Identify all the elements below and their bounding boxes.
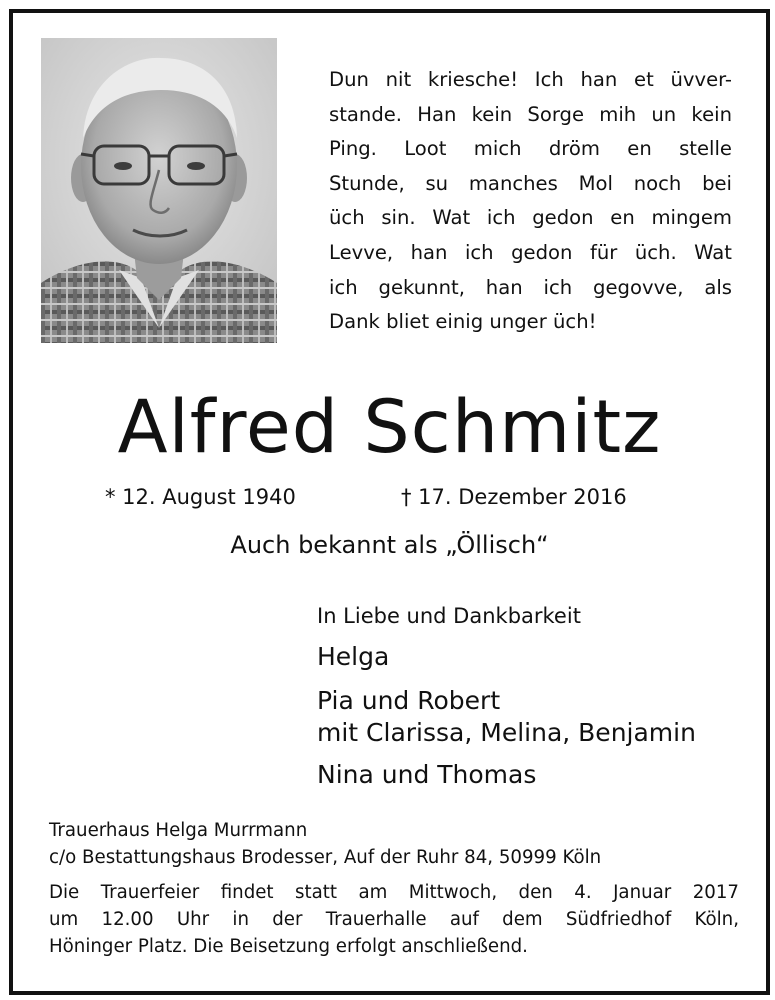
mourner: Pia und Robert bbox=[317, 686, 501, 715]
obituary-notice bbox=[9, 9, 770, 995]
deceased-name: Alfred Schmitz bbox=[117, 385, 662, 470]
house-of-mourning: Trauerhaus Helga Murrmann bbox=[49, 820, 308, 841]
mourners-intro: In Liebe und Dankbarkeit bbox=[317, 604, 581, 628]
portrait-photo bbox=[41, 38, 277, 343]
poem-line: Dun nit kriesche! Ich han et üvver- bbox=[329, 68, 732, 91]
nickname: Auch bekannt als „Öllisch“ bbox=[230, 531, 549, 559]
death-date: † 17. Dezember 2016 bbox=[401, 485, 627, 509]
poem-line: stande. Han kein Sorge mih un kein bbox=[329, 102, 732, 126]
mourner: mit Clarissa, Melina, Benjamin bbox=[317, 718, 696, 747]
poem bbox=[329, 63, 732, 340]
ceremony-details bbox=[49, 879, 739, 960]
mourner: Helga bbox=[317, 642, 390, 671]
poem-line: Ping. Loot mich dröm en stelle bbox=[329, 137, 732, 161]
mourners-list bbox=[317, 601, 696, 791]
birth-date: * 12. August 1940 bbox=[105, 485, 296, 509]
poem-line: ich gekunnt, han ich gegovve, als bbox=[329, 275, 732, 299]
poem-line: üch sin. Wat ich gedon en mingem bbox=[329, 206, 732, 230]
ceremony-line: um 12.00 Uhr in der Trauerhalle auf dem Südfriedhof Köln, bbox=[49, 909, 739, 930]
poem-line: Levve, han ich gedon für üch. Wat bbox=[329, 240, 732, 264]
poem-line: Stunde, su manches Mol noch bei bbox=[329, 171, 732, 195]
ceremony-line: Die Trauerfeier findet statt am Mittwoch, den 4. Januar 2017 bbox=[49, 882, 739, 903]
funeral-home-address: c/o Bestattungshaus Brodesser, Auf der Ruhr 84, 50999 Köln bbox=[49, 847, 602, 868]
poem-line: Dank bliet einig unger üch! bbox=[329, 310, 597, 334]
funeral-info bbox=[49, 817, 739, 960]
ceremony-line: Höninger Platz. Die Beisetzung erfolgt anschließend. bbox=[49, 936, 528, 957]
mourner: Nina und Thomas bbox=[317, 760, 537, 789]
